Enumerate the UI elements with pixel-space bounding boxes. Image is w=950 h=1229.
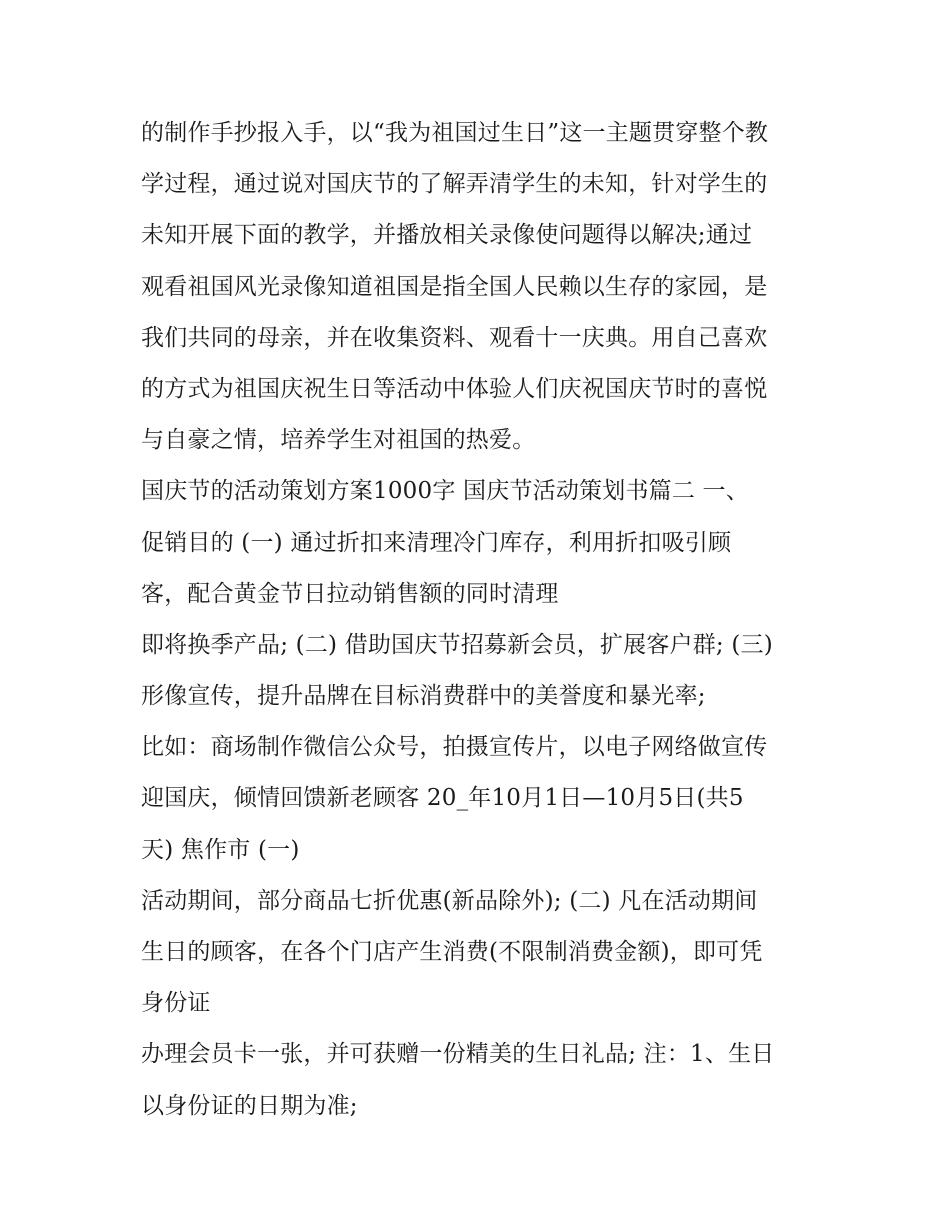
text-line: 我们共同的母亲，并在收集资料、观看十一庆典。用自己喜欢 xyxy=(141,324,768,351)
text-line: 的制作手抄报入手，以“我为祖国过生日”这一主题贯穿整个教 xyxy=(141,120,769,146)
text-line: 客，配合黄金节日拉动销售额的同时清理 xyxy=(141,580,559,607)
text-line: 国庆节的活动策划方案1000字 国庆节活动策划书篇二 一、 xyxy=(141,478,749,505)
text-line: 活动期间，部分商品七折优惠(新品除外); (二) 凡在活动期间 xyxy=(141,887,758,914)
text-line: 迎国庆，倾情回馈新老顾客 20_年10月1日—10月5日(共5 xyxy=(141,785,744,812)
text-line: 办理会员卡一张，并可获赠一份精美的生日礼品; 注：1、生日 xyxy=(141,1041,775,1068)
text-line: 天) 焦作市 (一) xyxy=(141,836,300,863)
document-body xyxy=(141,108,831,1132)
text-line: 观看祖国风光录像知道祖国是指全国人民赖以生存的家园，是 xyxy=(141,273,768,300)
text-line: 未知开展下面的教学，并播放相关录像使问题得以解决;通过 xyxy=(141,222,753,249)
text-line: 生日的顾客，在各个门店产生消费(不限制消费金额)，即可凭 xyxy=(141,939,763,965)
text-line: 促销目的 (一) 通过折扣来清理冷门库存，利用折扣吸引顾 xyxy=(141,529,732,556)
text-line: 即将换季产品; (二) 借助国庆节招募新会员，扩展客户群; (三) xyxy=(141,631,773,658)
text-line: 身份证 xyxy=(141,990,211,1017)
text-line: 与自豪之情，培养学生对祖国的热爱。 xyxy=(141,427,536,454)
text-line: 的方式为祖国庆祝生日等活动中体验人们庆祝国庆节时的喜悦 xyxy=(141,375,768,402)
text-line: 形像宣传，提升品牌在目标消费群中的美誉度和暴光率; xyxy=(141,683,706,710)
text-line: 学过程，通过说对国庆节的了解弄清学生的未知，针对学生的 xyxy=(141,171,768,198)
text-line: 比如：商场制作微信公众号，拍摄宣传片，以电子网络做宣传 xyxy=(141,734,768,761)
text-line: 以身份证的日期为准; xyxy=(141,1092,358,1119)
